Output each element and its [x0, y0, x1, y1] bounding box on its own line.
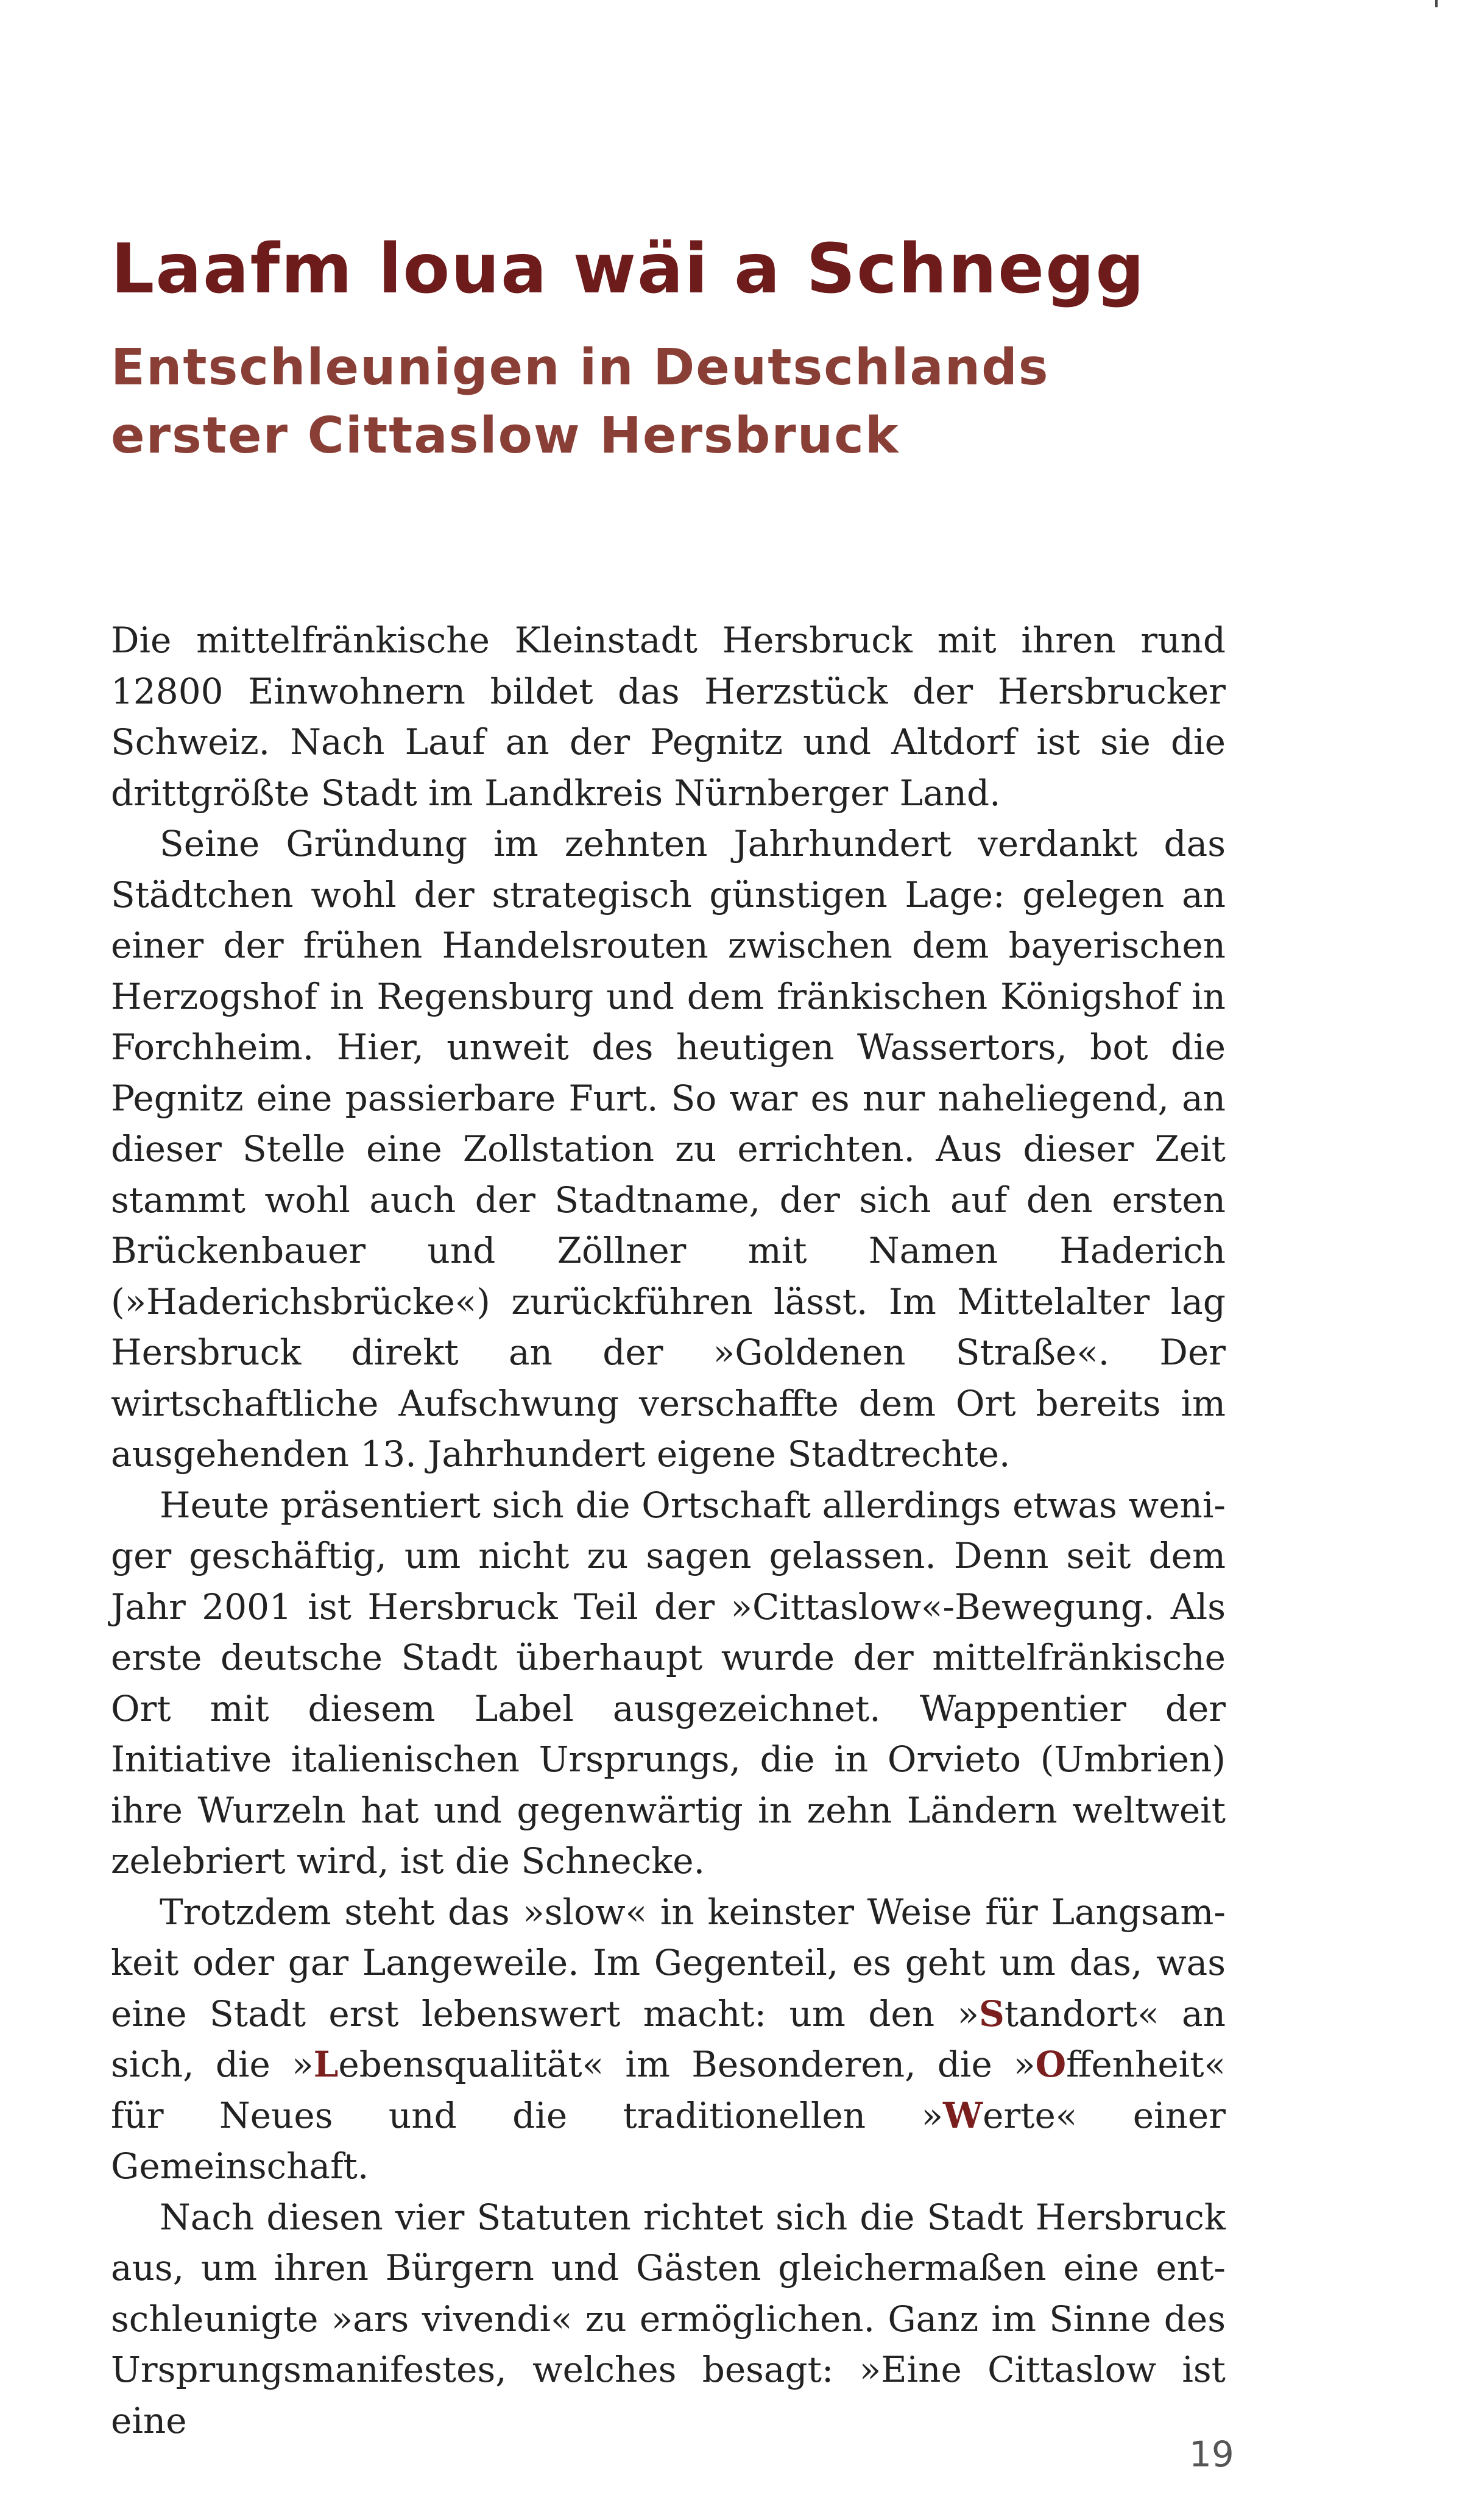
- subtitle-line-1: Entschleunigen in Deutschlands: [111, 339, 1050, 397]
- highlight-letter-o: O: [1035, 2044, 1067, 2085]
- subtitle-line-2: erster Cittaslow Hersbruck: [111, 407, 900, 465]
- paragraph-4-text-d: ffenheit« für Neues und die traditionellen »: [111, 2044, 1226, 2136]
- paragraph-4-text-b: tandort« an sich, die »: [111, 1992, 1226, 2085]
- paragraph-2: Seine Gründung im zehnten Jahrhundert verdankt das Städtchen wohl der strategisch günstigen Lage: gelegen an einer der frühen Handelsrouten zwischen dem bayerischen Herzogshof in Regensburg und dem fränkischen Königshof in Forchheim. Hier, unweit des heutigen Wassertors, bot die Pegnitz eine passierbare Furt. So war es nur naheliegend, an dieser Stelle eine Zollstation zu errichten. Aus dieser Zeit stammt wohl auch der Stadtname, der sich auf den ersten Brückenbauer und Zöllner mit Namen Haderich (»Haderichsbrücke«) zurückführen lässt. Im Mittelalter lag Hersbruck direkt an der »Goldenen Straße«. Der wirtschaftliche Aufschwung verschaffte dem Ort bereits im ausgehenden 13. Jahrhundert eigene Stadtrechte.: [111, 823, 1226, 1475]
- chapter-subtitle: [111, 334, 1329, 470]
- paragraph-5: Nach diesen vier Statuten richtet sich die Stadt Hersbruck aus, um ihren Bürgern und Gästen gleichermaßen eine entschleunigte »ars vivendi« zu ermöglichen. Ganz im Sinne des Ursprungsmanifestes, welches besagt: »Eine Cittaslow ist eine: [111, 2196, 1226, 2441]
- highlight-letter-s: S: [978, 1992, 1005, 2035]
- paragraph-4-text-a: Trotzdem steht das »slow« in keinster Weise für Langsamkeit oder gar Langeweile. Im Gegenteil, es geht um das, was eine Stadt erst lebenswert macht: um den »: [111, 1891, 1226, 2035]
- highlight-letter-w: W: [942, 2094, 983, 2136]
- corner-mark: [1435, 0, 1438, 7]
- highlight-letter-l: L: [313, 2044, 339, 2085]
- paragraph-1: Die mittelfränkische Kleinstadt Hersbruck mit ihren rund 12800 Einwohnern bildet das Herzstück der Hersbrucker Schweiz. Nach Lauf an der Pegnitz und Altdorf ist sie die drittgrößte Stadt im Landkreis Nürnberger Land.: [111, 619, 1226, 814]
- paragraph-3: Heute präsentiert sich die Ortschaft allerdings etwas weniger geschäftig, um nicht zu sagen gelassen. Denn seit dem Jahr 2001 ist Hersbruck Teil der »Cittaslow«-Bewegung. Als erste deutsche Stadt überhaupt wurde der mittelfränkische Ort mit diesem Label ausgezeichnet. Wappentier der Initiative italienischen Ursprungs, die in Orvieto (Umbrien) ihre Wurzeln hat und gegenwärtig in zehn Ländern weltweit zelebriert wird, ist die Schnecke.: [111, 1484, 1226, 1882]
- paragraph-4-text-e: erte« einer Gemeinschaft.: [111, 2094, 1226, 2187]
- body-text: [111, 615, 1226, 2446]
- paragraph-4: [111, 1887, 1226, 2192]
- chapter-title: Laafm loua wäi a Schnegg: [111, 230, 1146, 309]
- paragraph-4-text-c: ebensqualität« im Besonderen, die »: [338, 2044, 1036, 2085]
- page-number: 19: [1189, 2434, 1234, 2475]
